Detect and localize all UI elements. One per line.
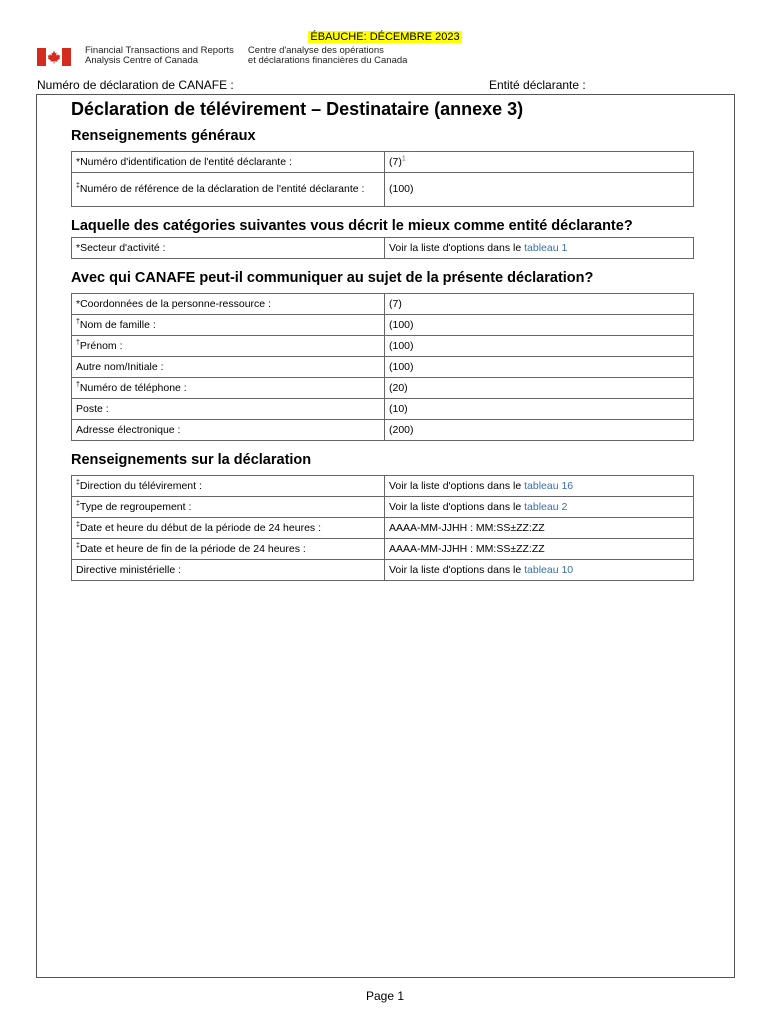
field-label: Directive ministérielle : — [72, 560, 385, 581]
page-title: Déclaration de télévirement – Destinataire (annexe 3) — [71, 99, 524, 119]
field-label: ‡Type de regroupement : — [72, 497, 385, 518]
field-label: ‡Date et heure de fin de la période de 24 heures : — [72, 539, 385, 560]
table-row — [72, 238, 694, 259]
field-label: †Prénom : — [72, 336, 385, 357]
table-row — [72, 518, 694, 539]
field-value: Voir la liste d'options dans le tableau 10 — [385, 560, 694, 581]
table-link[interactable]: tableau 2 — [524, 500, 568, 513]
field-label: *Numéro d'identification de l'entité déclarante : — [72, 152, 385, 173]
table-row — [72, 315, 694, 336]
org-name-french: Centre d'analyse des opérations et déclarations financières du Canada — [247, 45, 408, 66]
contact-table — [71, 293, 694, 441]
field-value: Voir la liste d'options dans le tableau 2 — [385, 497, 694, 518]
draft-label: ÉBAUCHE: DÉCEMBRE 2023 — [310, 31, 460, 43]
table-row — [72, 152, 694, 173]
field-label: ‡Numéro de référence de la déclaration de l'entité déclarante : — [72, 173, 385, 207]
section-heading-contact: Avec qui CANAFE peut-il communiquer au sujet de la présente déclaration? — [71, 270, 594, 286]
field-value: (100) — [385, 173, 694, 207]
table-row — [72, 497, 694, 518]
org-name-english: Financial Transactions and Reports Analysis Centre of Canada — [85, 45, 234, 66]
table-row — [72, 336, 694, 357]
field-value: AAAA-MM-JJHH : MM:SS±ZZ:ZZ — [385, 539, 694, 560]
field-value: (20) — [385, 378, 694, 399]
table-row — [72, 476, 694, 497]
form-content — [71, 97, 694, 581]
canada-flag-icon — [37, 48, 71, 66]
field-label: Autre nom/Initiale : — [72, 357, 385, 378]
general-table — [71, 151, 694, 207]
table-link[interactable]: tableau 10 — [524, 563, 574, 576]
field-value: Voir la liste d'options dans le tableau 1 — [385, 238, 694, 259]
field-value: (200) — [385, 420, 694, 441]
draft-banner — [0, 27, 770, 45]
field-value: $(7)^1$ — [385, 152, 694, 173]
table-row — [72, 378, 694, 399]
field-value: (7) — [385, 294, 694, 315]
field-label: *Coordonnées de la personne-ressource : — [72, 294, 385, 315]
field-value: (100) — [385, 357, 694, 378]
table-row — [72, 173, 694, 207]
category-table — [71, 237, 694, 259]
report-number-label: Numéro de déclaration de CANAFE : — [37, 78, 234, 92]
field-value: (10) — [385, 399, 694, 420]
reporting-entity-label: Entité déclarante : — [489, 78, 586, 92]
page-number: Page 1 — [365, 989, 405, 1003]
field-value: Voir la liste d'options dans le tableau 16 — [385, 476, 694, 497]
report-table — [71, 475, 694, 581]
table-link[interactable]: tableau 1 — [524, 241, 568, 254]
section-heading-report: Renseignements sur la déclaration — [71, 452, 312, 468]
field-label: Adresse électronique : — [72, 420, 385, 441]
field-label: †Nom de famille : — [72, 315, 385, 336]
table-row — [72, 539, 694, 560]
field-label: ‡Direction du télévirement : — [72, 476, 385, 497]
table-row — [72, 560, 694, 581]
section-heading-category: Laquelle des catégories suivantes vous décrit le mieux comme entité déclarante? — [71, 218, 633, 234]
field-value: (100) — [385, 315, 694, 336]
field-label: *Secteur d'activité : — [72, 238, 385, 259]
field-value: (100) — [385, 336, 694, 357]
table-row — [72, 399, 694, 420]
field-value: AAAA-MM-JJHH : MM:SS±ZZ:ZZ — [385, 518, 694, 539]
field-label: †Numéro de téléphone : — [72, 378, 385, 399]
field-label: Poste : — [72, 399, 385, 420]
fintrac-header — [37, 46, 407, 70]
table-row — [72, 420, 694, 441]
field-label: ‡Date et heure du début de la période de 24 heures : — [72, 518, 385, 539]
table-row — [72, 294, 694, 315]
table-link[interactable]: tableau 16 — [524, 479, 574, 492]
footnote-link[interactable]: 1 — [401, 155, 406, 162]
table-row — [72, 357, 694, 378]
section-heading-general: Renseignements généraux — [71, 128, 256, 144]
